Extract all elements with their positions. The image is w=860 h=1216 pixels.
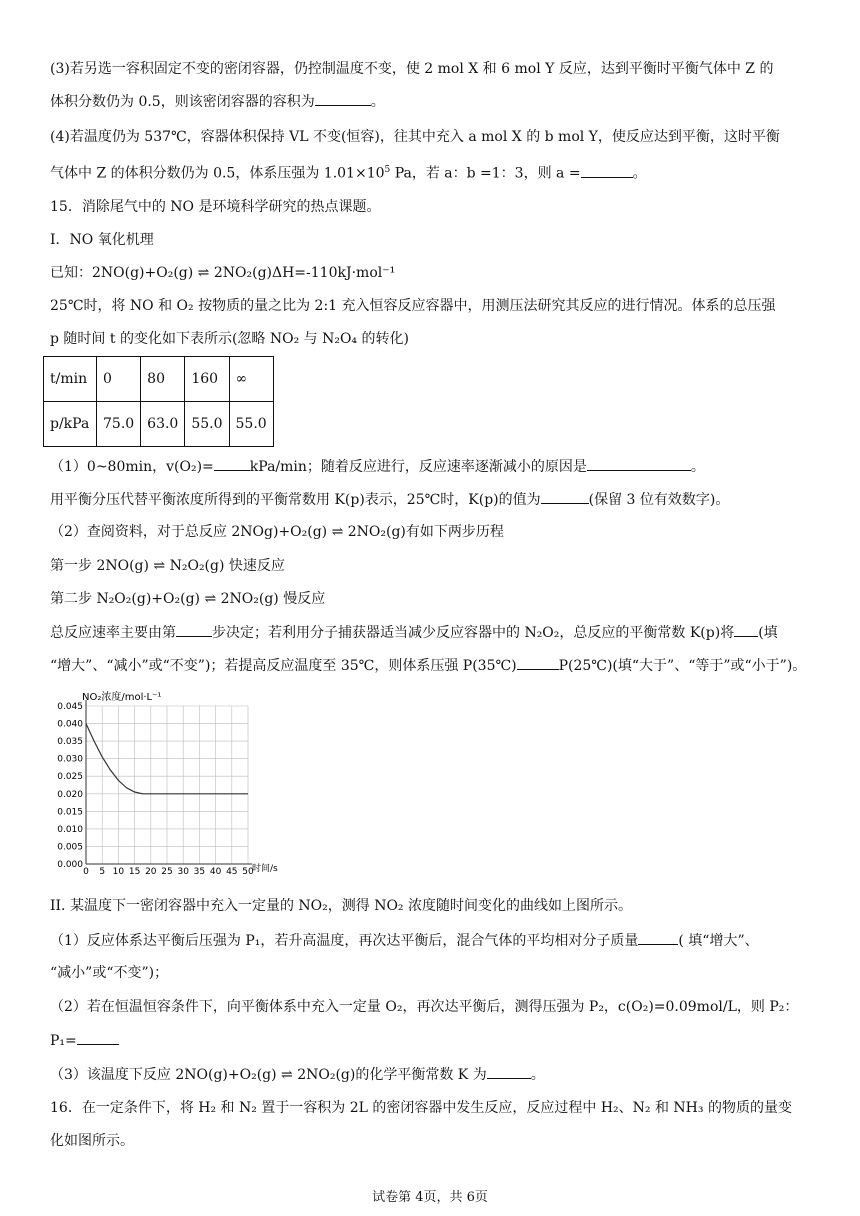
table-cell: t/min <box>44 357 97 402</box>
q16-line1: 16．在一定条件下，将 H₂ 和 N₂ 置于一容积为 2L 的密闭容器中发生反应，反应过程中 H₂、N₂ 和 NH₃ 的物质的量变 <box>50 1100 792 1116</box>
q14-part3-line1: (3)若另选一容积固定不变的密闭容器，仍控制温度不变，使 2 mol X 和 6 mol Y 反应，达到平衡时平衡气体中 Z 的 <box>50 61 774 77</box>
table-cell: 63.0 <box>141 402 185 447</box>
y-tick-label: 0.025 <box>57 772 83 783</box>
x-tick-label: 50 <box>242 867 254 877</box>
y-tick-label: 0.045 <box>57 702 83 712</box>
q15-desc-line2: p 随时间 t 的变化如下表所示(忽略 NO₂ 与 N₂O₄ 的转化) <box>50 331 409 347</box>
chart-tick-labels <box>57 702 254 877</box>
q14-part3-line2: 体积分数仍为 0.5，则该密闭容器的容积为 。 <box>50 91 385 112</box>
x-tick-label: 45 <box>226 867 238 877</box>
x-axis-label: 时间/s <box>252 864 278 874</box>
x-tick-label: 15 <box>128 867 141 877</box>
q15-sub1-line1: （1）0~80min，v(O₂)= kPa/min；随着反应进行，反应速率逐渐减小的原因是 。 <box>50 456 705 477</box>
q16-line2: 化如图所示。 <box>50 1133 134 1149</box>
x-tick-label: 20 <box>145 867 157 877</box>
q14-part4-line1: (4)若温度仍为 537℃，容器体积保持 VL 不变(恒容)，往其中充入 a mol X 的 b mol Y，使反应达到平衡，这时平衡 <box>50 129 780 145</box>
y-tick-label: 0.040 <box>57 719 83 730</box>
q15-sub2-line1: （2）查阅资料，对于总反应 2NOg)+O₂(g) ⇌ 2NO₂(g)有如下两步历程 <box>50 524 504 540</box>
answer-blank[interactable] <box>77 1030 119 1045</box>
pressure-table <box>43 356 274 447</box>
q15-sub1-line2: 用平衡分压代替平衡浓度所得到的平衡常数用 K(p)表示，25℃时，K(p)的值为 (保留 3 位有效数字)。 <box>50 489 729 510</box>
y-tick-label: 0.020 <box>57 789 83 800</box>
answer-blank[interactable] <box>517 655 559 670</box>
known-equation: 已知：2NO(g)+O₂(g) ⇌ 2NO₂(g)ΔH=-110kJ·mol⁻¹ <box>50 265 396 281</box>
chart-grid <box>86 706 248 864</box>
x-tick-label: 0 <box>83 867 89 877</box>
q14-part4-line2: 气体中 Z 的体积分数仍为 0.5，体系压强为 $1.01\times 10^5$ Pa，若 a：b =1：3，则 a = 。 <box>50 160 647 184</box>
x-tick-label: 35 <box>193 867 206 877</box>
y-tick-label: 0.010 <box>57 824 83 835</box>
table-cell: 75.0 <box>97 402 141 447</box>
x-tick-label: 5 <box>99 867 106 877</box>
answer-blank[interactable] <box>734 622 758 637</box>
y-tick-label: 0.005 <box>57 842 83 853</box>
q15-sub2-line3: “增大”、“减小”或“不变”)；若提高反应温度至 35℃，则体系压强 P(35℃) P(25℃)(填“大于”、“等于”或“小于”)。 <box>50 655 806 676</box>
x-tick-label: 25 <box>161 867 173 877</box>
table-cell: p/kPa <box>44 402 97 447</box>
step2-line: 第二步 N₂O₂(g)+O₂(g) ⇌ 2NO₂(g) 慢反应 <box>50 591 326 607</box>
y-tick-label: 0.030 <box>57 754 83 765</box>
page-footer: 试卷第 4页，共 6页 <box>372 1190 488 1205</box>
answer-blank[interactable] <box>581 163 633 178</box>
ii-sub1-line1: （1）反应体系达平衡后压强为 P₁，若升高温度，再次达平衡后，混合气体的平均相对分子质量 ( 填“增大”、 <box>50 930 759 951</box>
x-tick-label: 40 <box>209 867 222 877</box>
x-tick-label: 30 <box>177 867 189 877</box>
ii-sub2-line1: （2）若在恒温恒容条件下，向平衡体系中充入一定量 O₂，再次达平衡后，测得压强为 P₂，c(O₂)=0.09mol/L，则 P₂： <box>50 999 799 1015</box>
q15-sub2-line2: 总反应速率主要由第 步决定；若利用分子捕获器适当减少反应容器中的 N₂O₂，总反应的平衡常数 K(p)将 (填 <box>50 622 778 643</box>
table-cell: ∞ <box>229 357 273 402</box>
answer-blank[interactable] <box>214 456 250 471</box>
q15-title: 15．消除尾气中的 NO 是环境科学研究的热点课题。 <box>50 199 381 215</box>
ii-sub1-line2: “减小”或“不变”)； <box>50 965 169 981</box>
answer-blank[interactable] <box>587 456 691 471</box>
section-2-line: II. 某温度下一密闭容器中充入一定量的 NO₂，测得 NO₂ 浓度随时间变化的曲线如上图所示。 <box>50 898 632 914</box>
y-tick-label: 0.000 <box>57 860 83 870</box>
section-1-heading: I．NO 氧化机理 <box>50 232 154 248</box>
chart-axes <box>86 700 252 864</box>
table-cell: 160 <box>185 357 229 402</box>
table-cell: 0 <box>97 357 141 402</box>
x-tick-label: 10 <box>112 867 125 877</box>
no2-concentration-chart <box>50 688 290 884</box>
ii-sub3-line: （3）该温度下反应 2NO(g)+O₂(g) ⇌ 2NO₂(g)的化学平衡常数 K 为 。 <box>50 1064 545 1085</box>
y-axis-label: NO₂浓度/mol·L⁻¹ <box>82 692 162 703</box>
table-cell: 55.0 <box>185 402 229 447</box>
q15-desc-line1: 25℃时，将 NO 和 O₂ 按物质的量之比为 2:1 充入恒容反应容器中，用测压法研究其反应的进行情况。体系的总压强 <box>50 298 776 314</box>
table-cell: 80 <box>141 357 185 402</box>
step1-line: 第一步 2NO(g) ⇌ N₂O₂(g) 快速反应 <box>50 558 285 574</box>
table-cell: 55.0 <box>229 402 273 447</box>
answer-blank[interactable] <box>176 622 212 637</box>
answer-blank[interactable] <box>638 930 678 945</box>
y-tick-label: 0.015 <box>57 807 83 818</box>
table-row <box>44 402 274 447</box>
ii-sub2-line2: P₁= <box>50 1030 119 1051</box>
table-row <box>44 357 274 402</box>
answer-blank[interactable] <box>315 91 371 106</box>
answer-blank[interactable] <box>487 1064 531 1079</box>
y-tick-label: 0.035 <box>57 737 83 748</box>
answer-blank[interactable] <box>541 489 589 504</box>
